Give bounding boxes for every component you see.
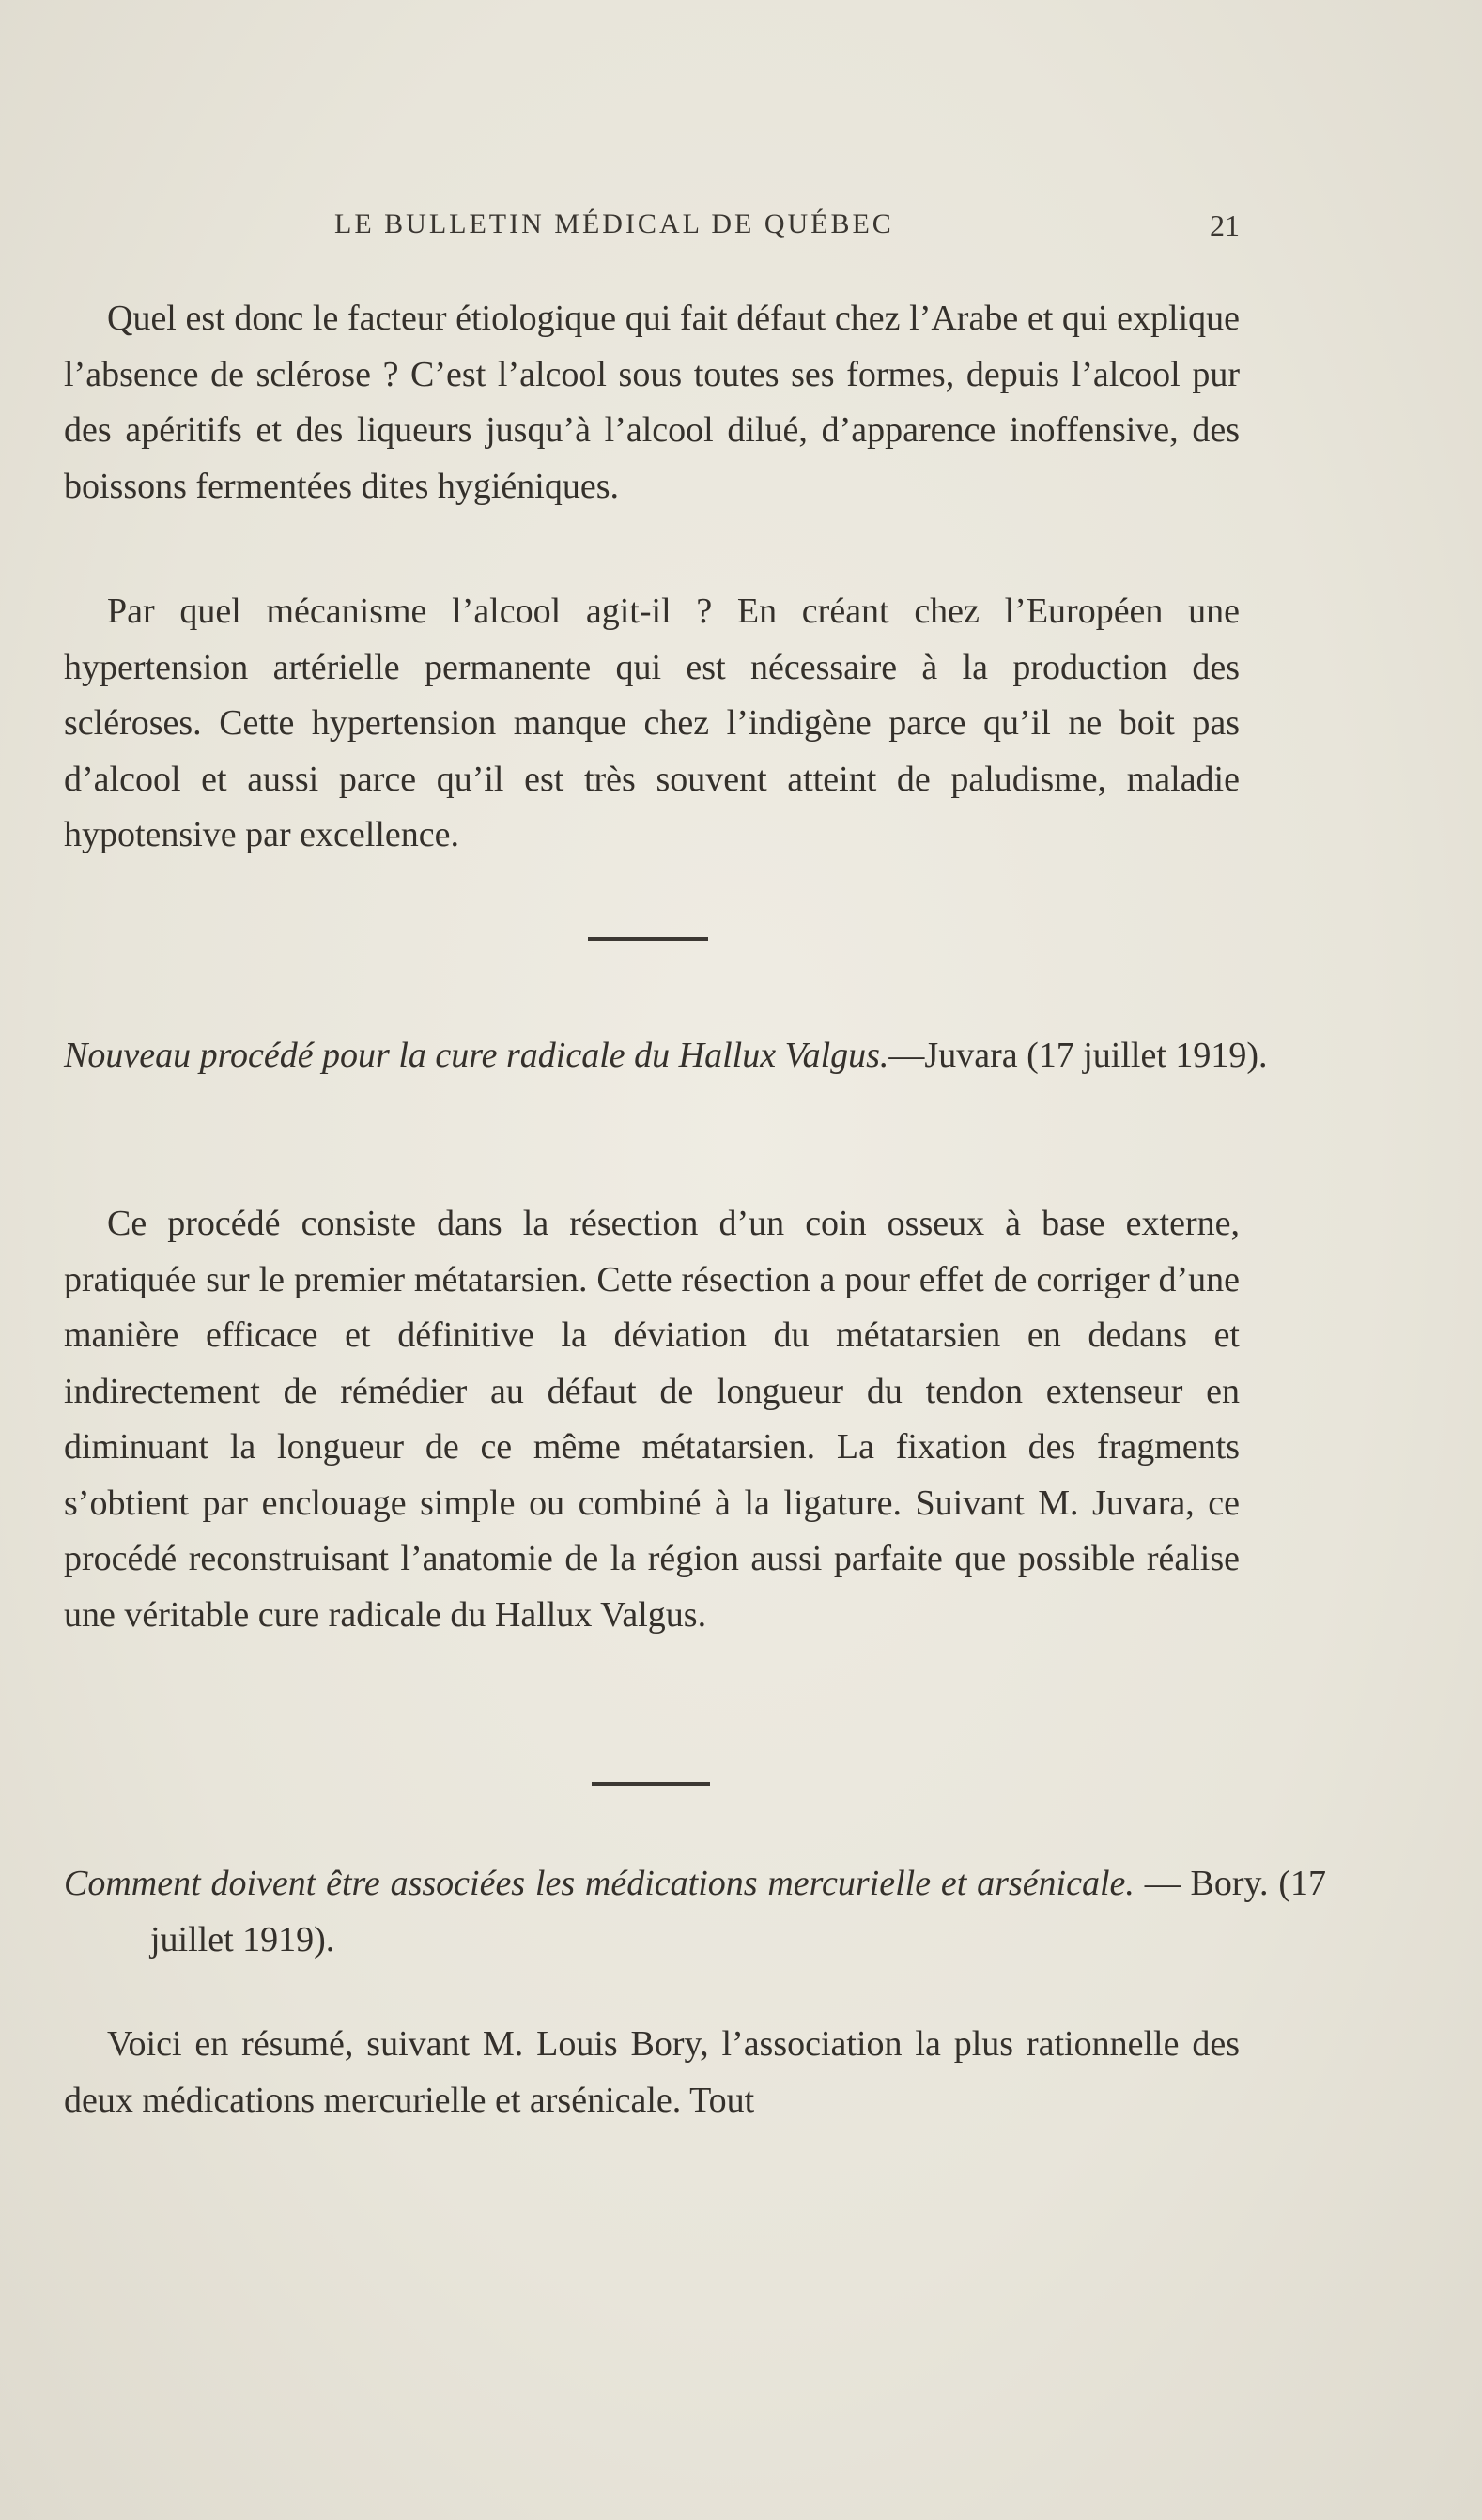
article-heading-medications <box>64 1855 1326 1968</box>
paragraph-procedure: Ce procédé consiste dans la résection d’un coin osseux à base externe, pratiquée sur le premier métatarsien. Cette résection a pour effet de corriger d’une manière efficace et définitive la déviation du métatarsien en dedans et indirectement de rémédier au défaut de longueur du tendon extenseur en diminuant la longueur de ce même métatarsien. La fixation des fragments s’obtient par enclouage simple ou combiné à la ligature. Suivant M. Juvara, ce procédé reconstruisant l’anatomie de la région aussi parfaite que possible réalise une véritable cure radicale du Hallux Valgus. <box>64 1204 1240 1635</box>
section-divider <box>588 937 708 941</box>
paragraph-alcohol-etiology: Quel est donc le facteur étiologique qui fait défaut chez l’Arabe et qui explique l’absence de sclérose ? C’est l’alcool sous toutes ses formes, depuis l’alcool pur des apéritifs et des liqueurs jusqu’à l’alcool dilué, d’apparence inoffensive, des boissons fermentées dites hygiéniques. <box>64 299 1240 506</box>
article-title: Nouveau procédé pour la cure radicale du Hallux Valgus. <box>64 1036 889 1075</box>
paragraph-bory-summary: Voici en résumé, suivant M. Louis Bory, l’association la plus rationnelle des deux médications mercurielle et arsénicale. Tout <box>64 2024 1240 2120</box>
page-number: 21 <box>1210 208 1240 242</box>
journal-title: LE BULLETIN MÉDICAL DE QUÉBEC <box>334 208 894 239</box>
article-heading-hallux-valgus <box>64 1027 1326 1083</box>
paragraph-alcohol-mechanism: Par quel mécanisme l’alcool agit-il ? En créant chez l’Européen une hypertension artérielle permanente qui est nécessaire à la production des scléroses. Cette hypertension manque chez l’indigène parce qu’il ne boit pas d’alcool et aussi parce qu’il est très souvent atteint de paludisme, maladie hypotensive par excellence. <box>64 592 1240 854</box>
article-attribution: — Bory. (17 juillet 1919). <box>150 1864 1327 1959</box>
running-header <box>66 208 1240 250</box>
article-attribution: —Juvara (17 juillet 1919). <box>888 1036 1268 1075</box>
article-title: Comment doivent être associées les médications mercurielle et arsénicale. <box>64 1864 1135 1903</box>
section-divider <box>592 1782 710 1786</box>
